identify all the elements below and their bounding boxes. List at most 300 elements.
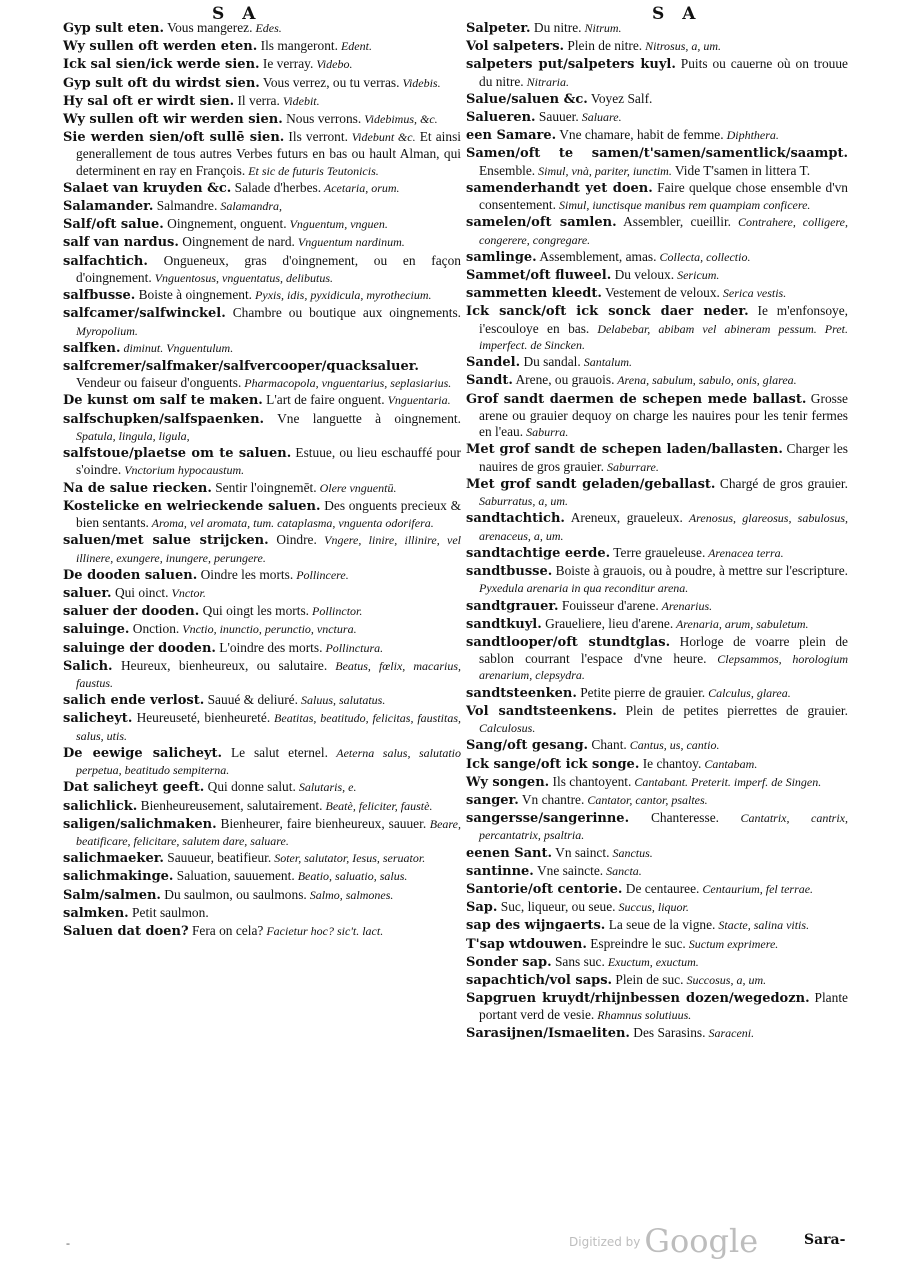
dictionary-entry — [466, 267, 848, 284]
entry-latin: Stacte, salina vitis. — [715, 918, 810, 933]
entry-french: Salade d'herbes. — [231, 179, 322, 195]
dictionary-entry — [63, 411, 461, 445]
entry-headword: Sarasijnen/Ismaeliten. — [466, 1025, 630, 1041]
entry-latin: Pyxedula arenaria in qua reconditur arena. — [479, 581, 689, 596]
entry-latin: Serica vestis. — [719, 286, 787, 301]
dictionary-entry — [63, 710, 461, 744]
entry-latin: Vnguentaria. — [384, 393, 451, 408]
dictionary-entry — [63, 129, 461, 179]
entry-headword: sandtgrauer. — [466, 598, 559, 614]
dictionary-entry — [466, 737, 848, 754]
entry-french: Assemblement, amas. — [536, 248, 657, 264]
entry-french: Chanteresse. — [629, 810, 719, 826]
dictionary-entry — [63, 585, 461, 602]
entry-headword: sap des wijngaerts. — [466, 918, 606, 934]
dictionary-entry — [466, 214, 848, 248]
entry-french: Vendeur ou faiseur d'onguents. — [76, 375, 242, 391]
dictionary-entry — [63, 532, 461, 566]
entry-latin: Arenacea terra. — [705, 545, 784, 560]
dictionary-entry — [466, 20, 848, 37]
entry-french: Salmandre. — [153, 198, 218, 214]
entry-french: Oingnement de nard. — [178, 234, 295, 250]
dictionary-entry — [63, 498, 461, 532]
entry-latin: Succosus, a, um. — [683, 972, 767, 987]
entry-latin: Vnguentum, vnguen. — [286, 217, 388, 232]
dictionary-entry — [466, 863, 848, 880]
entry-headword: De kunst om salf te maken. — [63, 393, 263, 409]
entry-headword: Sandel. — [466, 355, 521, 371]
entry-latin: Diphthera. — [723, 128, 779, 143]
entry-headword: Kostelicke en welrieckende saluen. — [63, 498, 321, 514]
entry-french: Faire quelque chose ensemble d'vn consentement. — [479, 179, 848, 213]
entry-latin: Cantus, us, cantio. — [626, 738, 720, 753]
entry-french: Bienheureusement, salutairement. — [137, 797, 323, 813]
entry-latin: Beatitas, beatitudo, felicitas, faustitas, salus, utis. — [76, 711, 461, 743]
entry-headword: salfstoue/plaetse om te saluen. — [63, 446, 292, 462]
entry-latin: Salmo, salmones. — [306, 887, 394, 902]
entry-latin: Vnguentosus, vnguentatus, delibutus. — [151, 270, 334, 285]
dictionary-entry — [466, 972, 848, 989]
dictionary-entry — [63, 180, 461, 197]
entry-headword: Sap. — [466, 900, 498, 916]
entry-headword: Sang/oft gesang. — [466, 738, 589, 754]
entry-french: Horloge de voarre plein de sablon courrant l'espace d'vne heure. — [479, 633, 848, 667]
entry-headword: sandtbusse. — [466, 564, 553, 580]
entry-headword: Wy sullen oft werden eten. — [63, 39, 258, 55]
entry-headword: Gyp sult oft du wirdst sien. — [63, 75, 260, 91]
entry-latin: Vnctor. — [168, 585, 206, 600]
entry-headword: salfbusse. — [63, 288, 136, 304]
digitized-by-label: Digitized by — [569, 1235, 641, 1249]
entry-french: Petite pierre de grauier. — [576, 684, 706, 700]
dictionary-entry — [466, 109, 848, 126]
entry-latin: Videbunt &c. — [347, 130, 416, 145]
entry-headword: salpeters put/salpeters kuyl. — [466, 57, 676, 73]
margin-mark: - — [66, 1236, 70, 1250]
entry-headword: T'sap wtdouwen. — [466, 936, 587, 952]
entry-headword: Grof sandt daermen de schepen mede ballast. — [466, 391, 807, 407]
entry-headword: sandtachtich. — [466, 511, 565, 527]
dictionary-entry — [466, 634, 848, 684]
entry-french: Du saulmon, ou saulmons. — [160, 886, 307, 902]
entry-french: Boiste à oingnement. — [135, 287, 253, 303]
entry-headword: Salm/salmen. — [63, 887, 161, 903]
entry-french: Assembler, cueillir. — [616, 214, 732, 230]
entry-french: Suc, liqueur, ou seue. — [497, 899, 616, 915]
entry-french: Oindre les morts. — [197, 566, 294, 582]
entry-headword: Na de salue riecken. — [63, 480, 212, 496]
entry-french: Arene, ou grauois. — [512, 372, 615, 388]
dictionary-entry — [466, 810, 848, 844]
entry-french: Estuue, ou lieu eschauffé pour s'oindre. — [76, 445, 461, 478]
entry-french: Chant. — [588, 737, 627, 753]
entry-french: Vne chamare, habit de femme. — [556, 127, 724, 143]
entry-headword: De eewige salicheyt. — [63, 745, 223, 761]
entry-latin: Acetaria, orum. — [321, 180, 400, 195]
entry-headword: Ick sange/oft ick songe. — [466, 756, 640, 772]
entry-latin: Saburra. — [523, 425, 569, 440]
entry-french: Oindre. — [268, 532, 317, 548]
entry-headword: salichmakinge. — [63, 869, 174, 885]
entry-french: Du sandal. — [520, 354, 581, 370]
entry-latin: Edent. — [337, 39, 372, 54]
entry-french: Plein de petites pierrettes de grauier. — [616, 702, 848, 718]
entry-latin: Cantabant. Preterit. imperf. de Singen. — [631, 774, 822, 789]
entry-french: Ie m'enfonsoye, i'escouloye en bas. — [479, 303, 849, 336]
entry-french: Charger les nauires de gros grauier. — [479, 441, 848, 474]
entry-headword: Salue/saluen &c. — [466, 91, 588, 107]
dictionary-entry — [63, 56, 461, 73]
entry-french: L'oindre des morts. — [215, 639, 323, 655]
entry-latin: Videbis. — [399, 75, 441, 90]
google-watermark — [569, 1222, 758, 1260]
entry-headword: De dooden saluen. — [63, 567, 198, 583]
entry-latin: Olere vnguentū. — [316, 480, 397, 495]
entry-latin: Arenosus, glareosus, sabulosus, arenaceus, a, um. — [479, 511, 849, 543]
dictionary-entry — [63, 445, 461, 479]
dictionary-entry — [466, 510, 848, 544]
entry-latin: Edes. — [252, 21, 282, 35]
entry-latin: Calculus, glarea. — [705, 685, 791, 700]
entry-headword: salf van nardus. — [63, 235, 179, 251]
entry-headword: samelen/oft samlen. — [466, 215, 617, 231]
entry-latin: Pollinctura. — [322, 640, 384, 655]
entry-headword: Sonder sap. — [466, 954, 552, 970]
entry-headword: sangersse/sangerinne. — [466, 811, 630, 827]
entry-latin: diminut. Vnguentulum. — [120, 340, 234, 355]
entry-headword: salmken. — [63, 905, 129, 921]
entry-latin: Soter, salutator, Iesus, seruator. — [271, 851, 426, 866]
entry-latin: Arena, sabulum, sabulo, onis, glarea. — [614, 373, 797, 388]
dictionary-entry — [63, 392, 461, 409]
dictionary-entry — [63, 905, 461, 922]
dictionary-entry — [466, 545, 848, 562]
entry-french: Plante portant verd de vesie. — [479, 990, 848, 1023]
dictionary-entry — [63, 779, 461, 796]
entry-headword: Saluen dat doen? — [63, 923, 189, 939]
entry-french: Ils verront. — [284, 129, 348, 145]
dictionary-entry — [466, 354, 848, 371]
dictionary-entry — [466, 391, 848, 441]
entry-latin: Pollincere. — [293, 567, 349, 582]
entry-headword: salichmaeker. — [63, 851, 164, 867]
entry-french: Fera on cela? — [188, 922, 264, 938]
dictionary-entry — [466, 703, 848, 737]
entry-french: Vestement de veloux. — [601, 285, 720, 301]
dictionary-entry — [63, 234, 461, 251]
entry-french: Sauuer. — [535, 109, 579, 125]
entry-french: Sans suc. — [551, 953, 605, 969]
entry-latin: Santalum. — [580, 355, 633, 370]
entry-french: Ie chantoy. — [639, 755, 702, 771]
dictionary-entry — [466, 881, 848, 898]
dictionary-entry — [63, 567, 461, 584]
entry-headword: salfken. — [63, 340, 121, 356]
entry-headword: Met grof sandt geladen/geballast. — [466, 476, 716, 492]
entry-headword: sandtlooper/oft stundtglas. — [466, 634, 671, 650]
entry-headword: salichlick. — [63, 798, 138, 814]
entry-headword: Samen/oft te samen/t'samen/samentlick/saampt. — [466, 146, 848, 162]
entry-latin: Saluare. — [578, 110, 622, 125]
dictionary-entry — [466, 917, 848, 934]
entry-french: Onction. — [129, 621, 180, 637]
dictionary-entry — [63, 798, 461, 815]
entry-french: Du veloux. — [611, 267, 675, 283]
entry-headword: Hy sal oft er wirdt sien. — [63, 93, 235, 109]
entry-french: Voyez Salf. — [587, 90, 653, 106]
dictionary-entry — [63, 603, 461, 620]
entry-latin: Pyxis, idis, pyxidicula, myrothecium. — [252, 288, 432, 303]
dictionary-entry — [63, 658, 461, 692]
dictionary-column-right — [466, 20, 848, 1043]
dictionary-entry — [63, 305, 461, 339]
entry-french: Sauueur, beatifieur. — [163, 850, 272, 866]
dictionary-entry — [466, 774, 848, 791]
dictionary-entry — [466, 563, 848, 597]
dictionary-entry — [466, 756, 848, 773]
entry-french: Vne languette à oingnement. — [264, 410, 461, 426]
entry-latin: Videbimus, &c. — [361, 111, 438, 126]
dictionary-entry — [63, 850, 461, 867]
entry-french: Graueliere, lieu d'arene. — [541, 615, 674, 631]
entry-latin: Sanctus. — [609, 845, 653, 860]
dictionary-entry — [63, 745, 461, 779]
dictionary-entry — [466, 91, 848, 108]
entry-headword: een Samare. — [466, 128, 557, 144]
entry-french: Sauué & deliuré. — [204, 692, 298, 708]
entry-latin: Simul, vnà, pariter, iunctim. — [535, 163, 672, 178]
entry-latin: Et sic de futuris Teutonicis. — [245, 163, 379, 178]
dictionary-entry — [466, 38, 848, 55]
entry-latin: Sericum. — [674, 268, 720, 283]
entry-headword: Salamander. — [63, 199, 154, 215]
entry-french: Le salut eternel. — [222, 744, 328, 760]
entry-headword: saluer. — [63, 585, 112, 601]
entry-headword: sandtachtige eerde. — [466, 545, 611, 561]
entry-latin: Nitraria. — [523, 74, 569, 89]
dictionary-entry — [466, 476, 848, 510]
entry-french: Qui donne salut. — [204, 779, 296, 795]
entry-latin: Saluus, salutatus. — [297, 693, 386, 708]
entry-french: De centauree. — [622, 880, 700, 896]
entry-french: Plein de suc. — [612, 971, 684, 987]
dictionary-entry — [63, 111, 461, 128]
entry-headword: sapachtich/vol saps. — [466, 972, 613, 988]
entry-french: Heureuseté, bienheureté. — [132, 710, 271, 726]
dictionary-entry — [466, 372, 848, 389]
entry-latin: Facietur hoc? sic't. lact. — [263, 923, 384, 938]
entry-latin: Beatus, fœlix, macarius, faustus. — [76, 658, 461, 691]
entry-headword: salich ende verlost. — [63, 693, 205, 709]
dictionary-entry — [63, 38, 461, 55]
entry-french: Fouisseur d'arene. — [558, 597, 659, 613]
dictionary-entry — [466, 936, 848, 953]
entry-latin: Sancta. — [603, 863, 642, 878]
entry-headword: Sandt. — [466, 373, 513, 389]
entry-latin: Cantator, cantor, psaltes. — [584, 792, 708, 807]
entry-latin: Calculosus. — [479, 721, 536, 736]
dictionary-entry — [466, 954, 848, 971]
entry-headword: salfcamer/salfwinckel. — [63, 306, 226, 322]
dictionary-entry — [63, 868, 461, 885]
entry-french: Boiste à grauois, ou à poudre, à mettre sur l'escripture. — [552, 563, 848, 579]
entry-headword: samenderhandt yet doen. — [466, 180, 653, 196]
entry-french: Ils mangeront. — [257, 38, 338, 54]
entry-french: Qui oinct. — [111, 584, 169, 600]
entry-headword: Vol sandtsteenkens. — [466, 703, 617, 719]
entry-french: Chargé de gros grauier. — [715, 475, 848, 491]
dictionary-entry — [63, 340, 461, 357]
entry-headword: Wy songen. — [466, 774, 550, 790]
entry-latin: Cantabam. — [701, 756, 758, 771]
dictionary-entry — [466, 899, 848, 916]
entry-latin: Clepsammos, horologium arenarium, clepsydra. — [479, 652, 848, 683]
dictionary-entry — [466, 285, 848, 302]
entry-latin: Aroma, vel aromata, tum. cataplasma, vnguenta odorifera. — [148, 516, 434, 531]
entry-latin: Salamandra, — [217, 199, 282, 214]
entry-french: Espreindre le suc. — [586, 935, 686, 951]
entry-headword: saligen/salichmaken. — [63, 816, 217, 832]
dictionary-entry — [466, 845, 848, 862]
entry-headword: Salueren. — [466, 110, 536, 126]
entry-french: L'art de faire onguent. — [262, 392, 385, 408]
dictionary-entry — [63, 198, 461, 215]
entry-latin: Cantatrix, cantrix, percantatrix, psaltria. — [479, 811, 848, 843]
dictionary-entry — [63, 287, 461, 304]
entry-french: Et ainsi generallement de tous autres Verbes futurs en bas ou hault Alman, qui determinent en ray en François. — [76, 129, 461, 178]
dictionary-entry — [466, 1025, 848, 1042]
dictionary-entry — [466, 441, 848, 475]
dictionary-entry — [63, 640, 461, 657]
entry-latin: Saburratus, a, um. — [479, 494, 569, 509]
entry-french: La seue de la vigne. — [605, 917, 716, 933]
dictionary-entry — [466, 792, 848, 809]
dictionary-entry — [63, 816, 461, 850]
dictionary-entry — [63, 923, 461, 940]
entry-headword: Sammet/oft fluweel. — [466, 268, 612, 284]
dictionary-entry — [63, 216, 461, 233]
entry-latin: Beare, beatificare, felicitare, salutem dare, saluare. — [76, 816, 461, 849]
entry-latin: Vnctio, inunctio, perunctio, vnctura. — [179, 622, 357, 637]
entry-french: Vous verrez, ou tu verras. — [259, 74, 400, 90]
dictionary-entry — [63, 887, 461, 904]
entry-french: Ils chantoyent. — [549, 773, 632, 789]
entry-latin: Vngere, linire, illinire, vel illinere, exungere, inungere, perungere. — [76, 533, 462, 565]
entry-latin: Aeterna salus, salutatio perpetua, beatitudo sempiterna. — [76, 745, 461, 778]
entry-french: Terre graueleuse. — [610, 544, 706, 560]
catchword: Sara- — [804, 1232, 846, 1248]
google-logo: Google — [644, 1222, 759, 1260]
entry-latin: Arenaria, arum, sabuletum. — [673, 616, 809, 631]
entry-latin: Collecta, collectio. — [656, 249, 751, 264]
entry-french: Vn chantre. — [518, 791, 585, 807]
entry-latin: Beatio, saluatio, salus. — [294, 869, 408, 884]
entry-headword: saluinge. — [63, 622, 130, 638]
dictionary-entry — [466, 180, 848, 214]
entry-latin: Simul, iunctisque manibus rem quampiam conficere. — [555, 198, 811, 213]
entry-french: Areneux, graueleux. — [564, 510, 683, 526]
entry-headword: santinne. — [466, 863, 534, 879]
entry-french: Heureux, bienheureux, ou salutaire. — [112, 657, 328, 673]
dictionary-entry — [63, 621, 461, 638]
entry-headword: salfcremer/salfmaker/salfvercooper/quacksaluer. — [63, 359, 419, 374]
entry-latin: Saraceni. — [705, 1025, 755, 1040]
entry-latin: Spatula, lingula, ligula, — [76, 428, 190, 443]
dictionary-entry — [466, 56, 848, 90]
dictionary-entry — [63, 93, 461, 110]
entry-headword: Salpeter. — [466, 21, 531, 36]
entry-latin: Centaurium, fel terrae. — [699, 881, 814, 896]
entry-french: Ensemble. — [479, 162, 536, 178]
entry-headword: eenen Sant. — [466, 845, 553, 861]
entry-latin: Pollinctor. — [309, 604, 363, 619]
entry-headword: Wy sullen oft wir werden sien. — [63, 111, 283, 127]
entry-latin: Contrahere, colligere, congerere, congregare. — [479, 215, 848, 247]
entry-french: Oingnement, onguent. — [163, 216, 287, 232]
dictionary-entry — [466, 616, 848, 633]
entry-headword: sanger. — [466, 792, 519, 808]
entry-headword: Salaet van kruyden &c. — [63, 180, 232, 196]
dictionary-entry — [63, 358, 461, 392]
entry-french: Vide T'samen in littera T. — [671, 162, 811, 178]
entry-latin: Succus, liquor. — [615, 900, 689, 915]
entry-headword: Dat salicheyt geeft. — [63, 780, 205, 796]
entry-headword: saluer der dooden. — [63, 604, 200, 620]
entry-latin: Rhamnus solutiuus. — [594, 1008, 692, 1023]
entry-french: Des onguents precieux & bien sentants. — [76, 497, 461, 531]
entry-headword: salfachtich. — [63, 253, 148, 269]
entry-headword: sandtsteenken. — [466, 685, 577, 701]
entry-headword: Ick sal sien/ick werde sien. — [63, 57, 260, 73]
entry-french: Plein de nitre. — [564, 38, 643, 54]
dictionary-entry — [466, 685, 848, 702]
entry-headword: Santorie/oft centorie. — [466, 881, 623, 897]
entry-french: Grosse arene ou grauier dequoy on charge les nauires pour les tenir fermes en l'eau. — [479, 390, 849, 440]
entry-latin: Videbit. — [279, 93, 320, 108]
entry-headword: saluen/met salue strijcken. — [63, 533, 269, 549]
entry-latin: Suctum exprimere. — [685, 936, 779, 951]
entry-french: Saluation, sauuement. — [173, 868, 295, 884]
dictionary-entry — [466, 990, 848, 1024]
entry-latin: Delabebar, abibam vel abineram pessum. Pret. imperfect. de Sincken. — [479, 321, 848, 353]
dictionary-entry — [63, 692, 461, 709]
entry-headword: Vol salpeters. — [466, 39, 565, 55]
entry-latin: Nitrum. — [581, 21, 622, 35]
entry-headword: Gyp sult eten. — [63, 21, 165, 36]
entry-latin: Videbo. — [313, 57, 353, 72]
entry-french: Puits ou cauerne où on trouue du nitre. — [479, 56, 848, 89]
dictionary-entry — [466, 598, 848, 615]
entry-latin: Vnctorium hypocaustum. — [121, 463, 245, 478]
entry-french: Du nitre. — [530, 20, 582, 35]
entry-french: Des Sarasins. — [629, 1024, 706, 1040]
entry-latin: Exuctum, exuctum. — [604, 954, 699, 969]
entry-latin: Vnguentum nardinum. — [294, 235, 405, 250]
entry-headword: Sapgruen kruydt/rhijnbessen dozen/wegedozn. — [466, 991, 810, 1007]
running-header-right: S A — [652, 4, 702, 24]
entry-french: Il verra. — [234, 92, 280, 108]
entry-latin: Myropolium. — [76, 323, 138, 338]
dictionary-entry — [63, 20, 461, 37]
entry-latin: Saburrare. — [603, 459, 659, 474]
dictionary-entry — [466, 249, 848, 266]
entry-french: Vous mangerez. — [164, 20, 253, 35]
entry-headword: saluinge der dooden. — [63, 640, 216, 656]
entry-headword: salfschupken/salfspaenken. — [63, 411, 265, 427]
entry-headword: sandtkuyl. — [466, 616, 542, 632]
dictionary-entry — [63, 75, 461, 92]
entry-headword: Salich. — [63, 658, 113, 674]
